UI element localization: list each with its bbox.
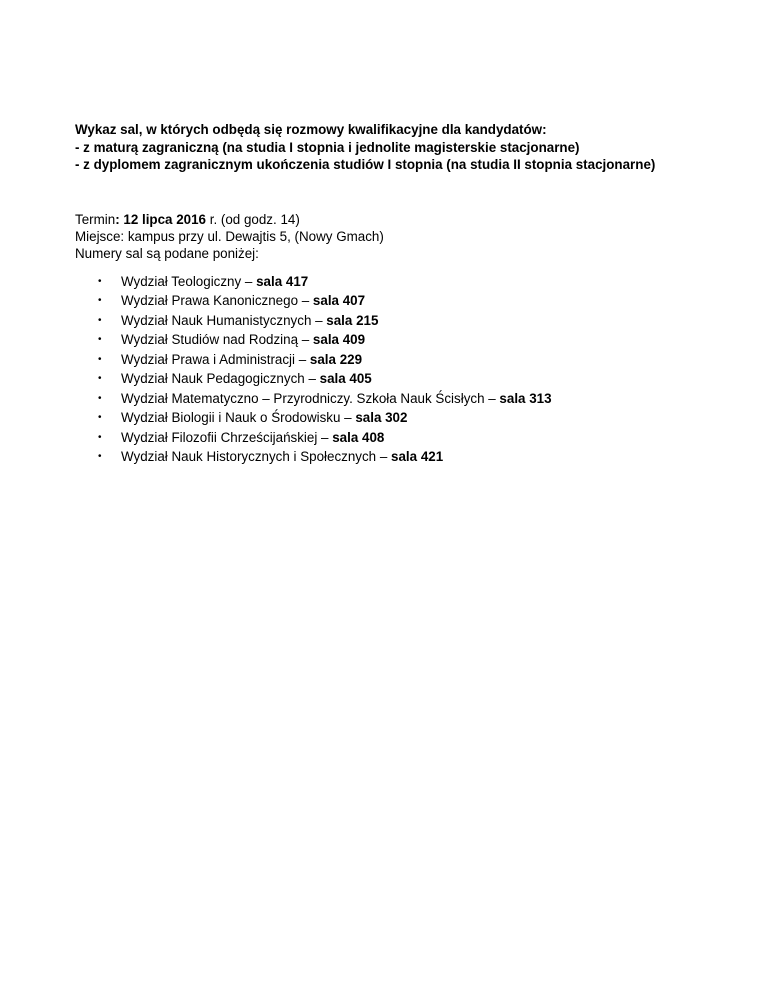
bullet-icon: •: [98, 353, 102, 365]
heading-line-2: - z maturą zagraniczną (na studia I stopnia i jednolite magisterskie stacjonarne): [75, 139, 580, 155]
document-heading: [75, 121, 715, 174]
bullet-icon: •: [98, 373, 102, 385]
faculty-name: Wydział Matematyczno – Przyrodniczy. Szkoła Nauk Ścisłych –: [121, 390, 500, 406]
room-number: sala 408: [332, 429, 385, 445]
room-number: sala 421: [391, 449, 444, 465]
bullet-icon: •: [98, 295, 102, 307]
room-number: sala 405: [319, 371, 372, 387]
room-number: sala 302: [355, 410, 408, 426]
room-number: sala 407: [312, 293, 366, 309]
faculty-room-list: [75, 272, 735, 467]
bullet-icon: •: [98, 431, 102, 443]
faculty-name: Wydział Prawa i Administracji –: [121, 351, 310, 367]
termin-date: : 12 lipca 2016: [115, 212, 207, 227]
list-item: [75, 447, 735, 466]
bullet-icon: •: [98, 392, 102, 404]
faculty-name: Wydział Nauk Humanistycznych –: [121, 312, 327, 328]
list-item: [75, 311, 735, 330]
room-number: sala 215: [326, 312, 379, 328]
room-number: sala 229: [309, 351, 363, 367]
faculty-name: Wydział Teologiczny –: [121, 274, 257, 289]
faculty-name: Wydział Studiów nad Rodziną –: [121, 332, 313, 348]
bullet-icon: •: [98, 412, 102, 424]
bullet-icon: •: [98, 451, 102, 463]
list-item: [75, 369, 735, 388]
exam-info: [75, 211, 715, 262]
termin-time: r. (od godz. 14): [206, 212, 300, 227]
faculty-name: Wydział Biologii i Nauk o Środowisku –: [121, 410, 356, 426]
bullet-icon: •: [98, 334, 102, 346]
list-item: [75, 389, 735, 408]
bullet-icon: •: [98, 314, 102, 326]
list-item: [75, 408, 735, 427]
room-number: sala 313: [499, 390, 552, 406]
list-item: [75, 291, 735, 310]
faculty-name: Wydział Nauk Pedagogicznych –: [121, 371, 320, 387]
faculty-name: Wydział Filozofii Chrześcijańskiej –: [121, 429, 333, 445]
faculty-name: Wydział Prawa Kanonicznego –: [121, 293, 313, 309]
faculty-name: Wydział Nauk Historycznych i Społecznych –: [121, 449, 392, 465]
termin-line: [75, 211, 715, 228]
heading-line-1: Wykaz sal, w których odbędą się rozmowy kwalifikacyjne dla kandydatów:: [75, 122, 547, 137]
bullet-icon: •: [98, 276, 102, 287]
heading-line-3: - z dyplomem zagranicznym ukończenia studiów I stopnia (na studia II stopnia stacjonarne): [75, 157, 656, 172]
list-item: [75, 272, 735, 291]
list-item: [75, 330, 735, 349]
list-item: [75, 350, 735, 369]
room-number: sala 409: [312, 332, 366, 348]
termin-label: Termin: [75, 212, 116, 227]
list-item: [75, 428, 735, 447]
numery-line: Numery sal są podane poniżej:: [75, 246, 259, 261]
miejsce-line: Miejsce: kampus przy ul. Dewajtis 5, (Nowy Gmach): [75, 229, 384, 244]
room-number: sala 417: [256, 274, 309, 289]
